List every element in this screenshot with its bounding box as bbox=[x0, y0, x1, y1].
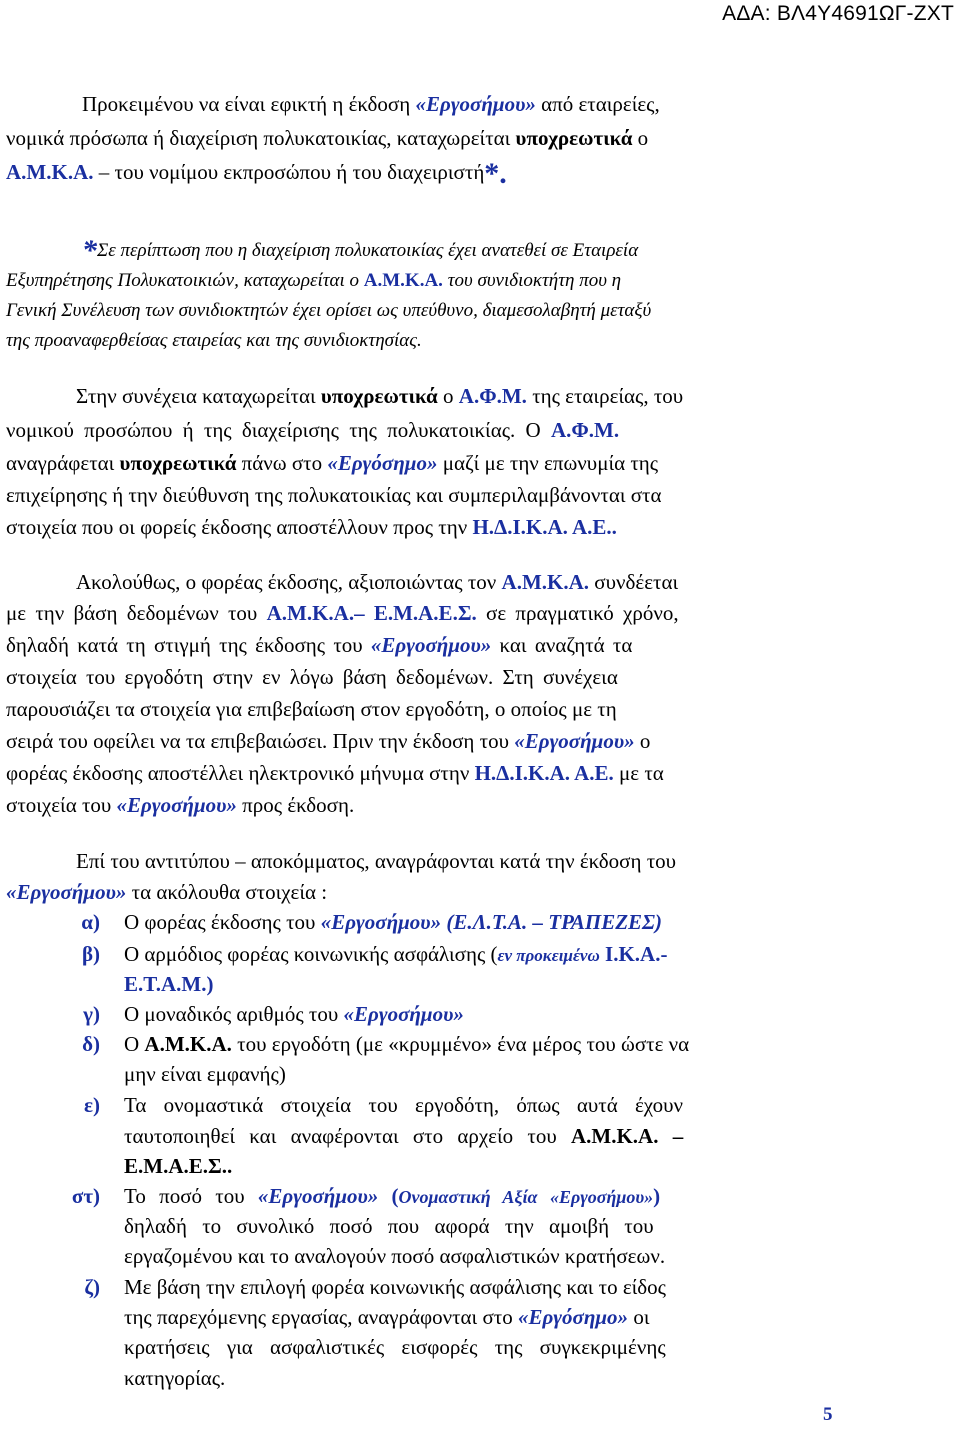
term-ergosimo: «Εργοσήμου» bbox=[116, 793, 237, 817]
text: τα ακόλουθα στοιχεία : bbox=[126, 880, 328, 904]
item-label: ζ) bbox=[84, 1275, 100, 1299]
text: μαζί με την επωνυμία της bbox=[437, 451, 659, 475]
text: αναγράφεται bbox=[6, 451, 120, 475]
text-line: Ε.Μ.Α.Ε.Σ.. bbox=[124, 1154, 233, 1178]
text-line bbox=[6, 793, 354, 818]
text: δηλαδή κατά τη στιγμή της έκδοσης του bbox=[6, 633, 371, 657]
nominal-value: Ονομαστική Αξία «Εργοσήμου» bbox=[398, 1187, 654, 1207]
text: ) bbox=[653, 1184, 661, 1208]
text: ο bbox=[634, 729, 651, 753]
amka-emaes-abbr: Α.Μ.Κ.Α.– Ε.Μ.Α.Ε.Σ. bbox=[266, 601, 477, 625]
text: ο bbox=[437, 384, 459, 408]
text-line bbox=[6, 601, 679, 626]
text: νομικού προσώπου ή της διαχείρισης της πολυκατοικίας. Ο bbox=[6, 418, 551, 442]
asterisk: * bbox=[82, 234, 97, 267]
text-line bbox=[6, 515, 617, 540]
text: ο bbox=[632, 126, 649, 150]
text-line: κρατήσεις για ασφαλιστικές εισφορές της συγκεκριμένης bbox=[124, 1335, 666, 1359]
text: Εξυπηρέτησης Πολυκατοικιών, καταχωρείται ο bbox=[6, 270, 364, 291]
item-label: β) bbox=[81, 942, 100, 966]
text-line bbox=[6, 157, 507, 190]
emphasis: υποχρεωτικά bbox=[320, 384, 438, 408]
text-line: στοιχεία του εργοδότη στην εν λόγω βάση δεδομένων. Στη συνέχεια bbox=[6, 665, 618, 689]
text: σε πραγματικό χρόνο, bbox=[476, 601, 679, 625]
list-item bbox=[124, 1032, 852, 1057]
text-line: Γενική Συνέλευση των συνιδιοκτητών έχει ορίσει ως υπεύθυνο, διαμεσολαβητή μεταξύ bbox=[6, 300, 652, 321]
text: με τα bbox=[613, 761, 664, 785]
item-label: γ) bbox=[83, 1002, 100, 1026]
page-number: 5 bbox=[823, 1404, 833, 1425]
item-label: δ) bbox=[82, 1032, 100, 1056]
list-item: Με βάση την επιλογή φορέα κοινωνικής ασφάλισης και το είδος bbox=[124, 1275, 667, 1299]
text: Ακολούθως, ο φορέας έκδοσης, αξιοποιώντας τον bbox=[76, 570, 502, 594]
text-line: της προαναφερθείσας εταιρείας και της συνιδιοκτησίας. bbox=[6, 330, 422, 351]
term-ergosimo: «Εργοσήμου» bbox=[415, 92, 536, 116]
text-line: δηλαδή το συνολικό ποσό που αφορά την αμοιβή του bbox=[124, 1214, 654, 1238]
item-label: στ) bbox=[71, 1184, 100, 1208]
text: Ο μοναδικός αριθμός του bbox=[124, 1002, 344, 1026]
text: Προκειμένου να είναι εφικτή η έκδοση bbox=[82, 92, 416, 116]
amka-abbr: Α.Μ.Κ.Α. bbox=[363, 270, 443, 291]
text: Στην συνέχεια καταχωρείται bbox=[76, 384, 321, 408]
text-line bbox=[6, 729, 650, 754]
text: από εταιρείες, bbox=[535, 92, 660, 116]
text-line bbox=[6, 451, 658, 476]
text-line bbox=[76, 570, 678, 595]
text: του εργοδότη (με «κρυμμένο» ένα μέρος του ώστε να bbox=[231, 1032, 690, 1056]
text-line bbox=[82, 234, 639, 267]
term-ergosimo: «Εργόσημο» bbox=[517, 1305, 629, 1329]
list-item bbox=[124, 942, 852, 967]
text-line bbox=[6, 880, 327, 905]
text: νομικά πρόσωπα ή διαχείριση πολυκατοικίας, καταχωρείται bbox=[6, 126, 516, 150]
ika-abbr: Ι.Κ.Α.- bbox=[599, 942, 668, 966]
text-line bbox=[82, 92, 660, 117]
text: Το ποσό του bbox=[124, 1184, 258, 1208]
asterisk: *. bbox=[484, 157, 507, 190]
text: Ο αρμόδιος φορέας κοινωνικής ασφάλισης ( bbox=[124, 942, 498, 966]
text: συνδέεται bbox=[589, 570, 679, 594]
term-ergosimo: «Εργοσήμου» bbox=[514, 729, 635, 753]
emphasis: υποχρεωτικά bbox=[119, 451, 237, 475]
text-line bbox=[124, 1124, 852, 1149]
text: Σε περίπτωση που η διαχείριση πολυκατοικίας έχει ανατεθεί σε Εταιρεία bbox=[97, 240, 639, 261]
text: και αναζητά τα bbox=[491, 633, 633, 657]
term-ergosimo: «Εργοσήμου» bbox=[343, 1002, 464, 1026]
text: Ο φορέας έκδοσης του bbox=[124, 910, 321, 934]
term-ergosimo: «Εργοσήμου» bbox=[257, 1184, 379, 1208]
list-item bbox=[124, 1184, 852, 1209]
amka-abbr: Α.Μ.Κ.Α. bbox=[6, 160, 94, 184]
text: στοιχεία του bbox=[6, 793, 117, 817]
afm-abbr: Α.Φ.Μ. bbox=[550, 418, 620, 442]
ada-code: ΑΔΑ: ΒΛ4Υ4691ΩΓ-ΖΧΤ bbox=[722, 2, 954, 25]
hdika-abbr: Η.Δ.Ι.Κ.Α. Α.Ε. bbox=[474, 761, 614, 785]
term-ergosimo: «Εργοσήμου» bbox=[6, 880, 127, 904]
text: με την βάση δεδομένων του bbox=[6, 601, 267, 625]
list-item: Τα ονομαστικά στοιχεία του εργοδότη, όπως αυτά έχουν bbox=[124, 1093, 684, 1117]
term-ergosimo: «Εργόσημο» bbox=[327, 451, 438, 475]
item-label: ε) bbox=[84, 1093, 100, 1117]
text: οι bbox=[628, 1305, 650, 1329]
text: του συνιδιοκτήτη που η bbox=[442, 270, 622, 291]
text: στοιχεία που οι φορείς έκδοσης αποστέλλουν προς την bbox=[6, 515, 473, 539]
text: Ο bbox=[124, 1032, 145, 1056]
text: εν προκειμένω bbox=[497, 946, 600, 965]
text: πάνω στο bbox=[236, 451, 328, 475]
text-line: εργαζομένου και το αναλογούν ποσό ασφαλιστικών κρατήσεων. bbox=[124, 1244, 666, 1268]
amka-abbr: Α.Μ.Κ.Α. bbox=[144, 1032, 232, 1056]
amka-abbr: Α.Μ.Κ.Α. bbox=[501, 570, 590, 594]
text: – του νομίμου εκπροσώπου ή του διαχειριστή bbox=[93, 160, 485, 184]
text-line bbox=[6, 418, 619, 443]
text-line bbox=[6, 761, 664, 786]
text: ταυτοποιηθεί και αναφέρονται στο αρχείο του bbox=[124, 1124, 571, 1148]
text-line bbox=[76, 384, 683, 409]
text-line: κατηγορίας. bbox=[124, 1366, 226, 1390]
text-line: επιχείρησης ή την διεύθυνση της πολυκατοικίας και συμπεριλαμβάνονται στα bbox=[6, 483, 662, 507]
text: φορέας έκδοσης αποστέλλει ηλεκτρονικό μήνυμα στην bbox=[6, 761, 475, 785]
text: προς έκδοση. bbox=[236, 793, 355, 817]
term-ergosimo: «Εργοσήμου» bbox=[370, 633, 492, 657]
text-line: παρουσιάζει τα στοιχεία για επιβεβαίωση στον εργοδότη, ο οποίος με τη bbox=[6, 697, 617, 721]
afm-abbr: Α.Φ.Μ. bbox=[458, 384, 527, 408]
text-line: Ε.Τ.Α.Μ.) bbox=[124, 972, 214, 996]
text-line: μην είναι εμφανής) bbox=[124, 1062, 286, 1086]
hdika-abbr: Η.Δ.Ι.Κ.Α. Α.Ε.. bbox=[472, 515, 617, 539]
issuer-text: «Εργοσήμου» (Ε.Λ.Τ.Α. – ΤΡΑΠΕΖΕΣ) bbox=[320, 910, 663, 934]
text-line bbox=[6, 126, 648, 151]
text-line bbox=[6, 270, 852, 292]
list-item bbox=[124, 1002, 852, 1027]
text: σειρά του οφείλει να τα επιβεβαιώσει. Πριν την έκδοση του bbox=[6, 729, 515, 753]
text-line bbox=[124, 1305, 852, 1330]
text: ( bbox=[378, 1184, 399, 1208]
list-item bbox=[124, 910, 852, 935]
amka-abbr: Α.Μ.Κ.Α. – bbox=[570, 1124, 684, 1148]
text: της εταιρείας, του bbox=[526, 384, 684, 408]
text-line: Επί του αντιτύπου – αποκόμματος, αναγράφονται κατά την έκδοση του bbox=[76, 849, 677, 873]
item-label: α) bbox=[81, 910, 100, 934]
emphasis: υποχρεωτικά bbox=[515, 126, 633, 150]
text-line bbox=[6, 633, 632, 658]
text: της παρεχόμενης εργασίας, αναγράφονται στο bbox=[124, 1305, 518, 1329]
